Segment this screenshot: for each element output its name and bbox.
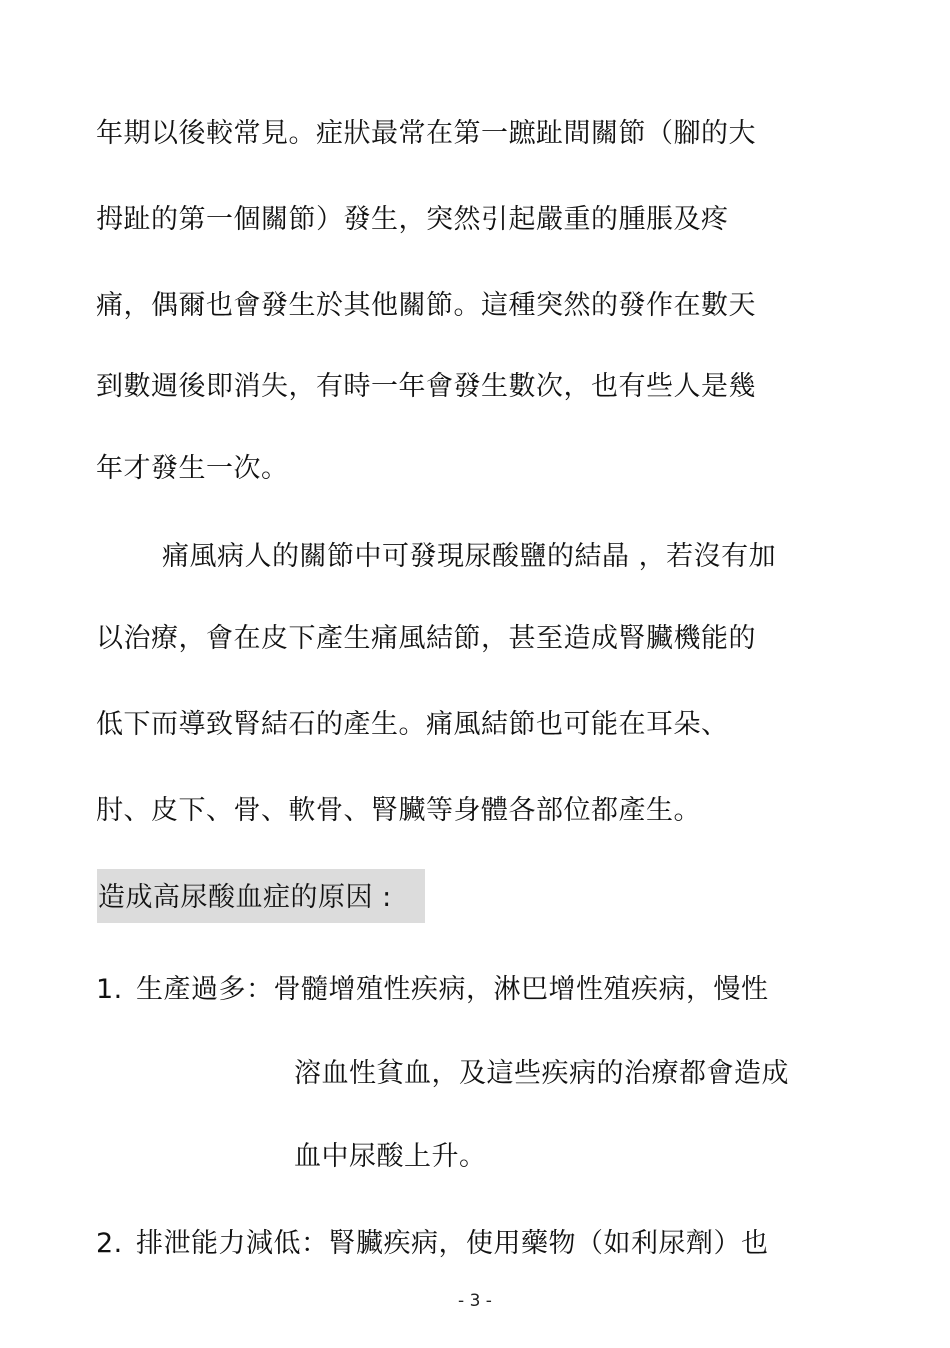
list-item-number: 1. bbox=[96, 974, 123, 1005]
text-line: 到數週後即消失，有時一年會發生數次，也有些人是幾 bbox=[96, 371, 756, 402]
text-line: 年期以後較常見。症狀最常在第一蹠趾間關節（腳的大 bbox=[96, 118, 756, 149]
text-line: 拇趾的第一個關節）發生，突然引起嚴重的腫脹及疼 bbox=[96, 204, 729, 235]
text-line: 肘、皮下、骨、軟骨、腎臟等身體各部位都產生。 bbox=[96, 795, 701, 826]
list-item-text: 生產過多：骨髓增殖性疾病，淋巴增性殖疾病，慢性 bbox=[136, 974, 769, 1005]
text-line: 年才發生一次。 bbox=[96, 453, 289, 484]
list-item bbox=[96, 1226, 769, 1262]
text-line: 以治療，會在皮下產生痛風結節，甚至造成腎臟機能的 bbox=[96, 623, 756, 654]
list-item-number: 2. bbox=[96, 1228, 123, 1259]
section-heading: 造成高尿酸血症的原因 : bbox=[98, 882, 392, 913]
list-item-continuation: 溶血性貧血，及這些疾病的治療都會造成 bbox=[294, 1058, 789, 1089]
list-item-text: 排泄能力減低：腎臟疾病，使用藥物（如利尿劑）也 bbox=[136, 1228, 769, 1259]
text-line: 低下而導致腎結石的產生。痛風結節也可能在耳朵、 bbox=[96, 709, 729, 740]
text-line: 痛風病人的關節中可發現尿酸鹽的結晶 ，若沒有加 bbox=[162, 541, 777, 572]
list-item-continuation: 血中尿酸上升。 bbox=[294, 1141, 487, 1172]
list-item bbox=[96, 972, 769, 1008]
page-number: - 3 - bbox=[458, 1291, 492, 1311]
text-line: 痛，偶爾也會發生於其他關節。這種突然的發作在數天 bbox=[96, 290, 756, 321]
